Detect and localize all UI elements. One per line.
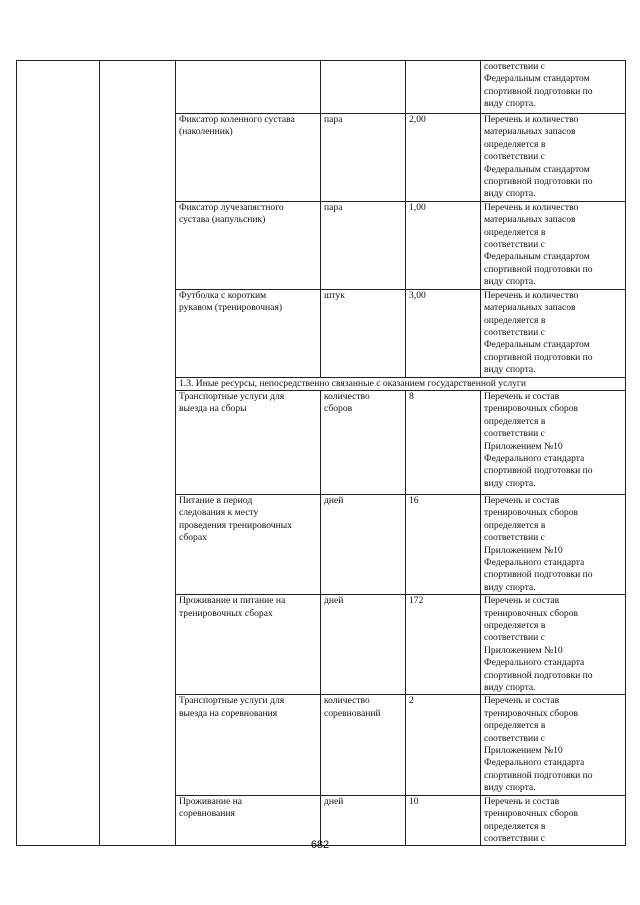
name-cell xyxy=(176,494,321,594)
note-line: спортивной подготовки по xyxy=(484,669,593,681)
note-line: материальных запасов xyxy=(484,214,576,226)
unit-line: штук xyxy=(324,289,345,301)
note-line: Перечень и состав xyxy=(484,795,560,807)
name-line: выезда на соревнования xyxy=(179,707,278,719)
second-blank-column xyxy=(100,61,176,846)
note-line: виду спорта. xyxy=(484,364,536,376)
name-line: тренировочных сборах xyxy=(179,607,273,619)
note-line: виду спорта. xyxy=(484,188,536,200)
note-cell xyxy=(481,595,626,695)
note-line: тренировочных сборов xyxy=(484,707,579,719)
note-line: Федерального стандарта xyxy=(484,556,585,568)
name-line: Фиксатор лучезапястного xyxy=(179,201,284,213)
name-line: Транспортные услуги для xyxy=(179,695,285,707)
note-line: соответствии с xyxy=(484,151,545,163)
note-line: Перечень и количество xyxy=(484,289,579,301)
name-line: соревнования xyxy=(179,808,235,820)
unit-line: дней xyxy=(324,795,344,807)
unit-cell xyxy=(321,61,406,114)
note-cell xyxy=(481,390,626,494)
unit-line: количество xyxy=(324,695,370,707)
note-line: тренировочных сборов xyxy=(484,808,579,820)
name-line: Футболка с коротким xyxy=(179,289,267,301)
quantity-cell: 10 xyxy=(406,795,481,846)
unit-line: пара xyxy=(324,201,343,213)
unit-line: дней xyxy=(324,494,344,506)
quantity-cell xyxy=(406,61,481,114)
note-cell xyxy=(481,289,626,377)
note-line: спортивной подготовки по xyxy=(484,465,593,477)
quantity-cell: 2,00 xyxy=(406,114,481,202)
name-cell xyxy=(176,61,321,114)
name-line: выезда на сборы xyxy=(179,403,247,415)
note-line: Перечень и количество xyxy=(484,201,579,213)
note-line: соответствии с xyxy=(484,428,545,440)
unit-cell xyxy=(321,695,406,795)
note-line: Федерального стандарта xyxy=(484,452,585,464)
note-line: тренировочных сборов xyxy=(484,607,579,619)
note-line: тренировочных сборов xyxy=(484,507,579,519)
note-cell xyxy=(481,695,626,795)
name-line: рукавом (тренировочная) xyxy=(179,302,283,314)
note-line: материальных запасов xyxy=(484,126,576,138)
name-line: Транспортные услуги для xyxy=(179,390,285,402)
note-line: Перечень и состав xyxy=(484,390,560,402)
note-line: виду спорта. xyxy=(484,782,536,794)
note-line: материальных запасов xyxy=(484,302,576,314)
name-cell xyxy=(176,289,321,377)
unit-cell xyxy=(321,114,406,202)
note-line: Федерального стандарта xyxy=(484,657,585,669)
note-line: Федеральным стандартом xyxy=(484,163,590,175)
note-cell xyxy=(481,114,626,202)
quantity-cell: 2 xyxy=(406,695,481,795)
note-line: Перечень и состав xyxy=(484,494,560,506)
note-line: Перечень и состав xyxy=(484,695,560,707)
note-line: Приложением №10 xyxy=(484,745,563,757)
left-blank-column xyxy=(17,61,100,846)
quantity-cell: 1,00 xyxy=(406,201,481,289)
note-line: спортивной подготовки по xyxy=(484,85,593,97)
note-line: соответствии с xyxy=(484,632,545,644)
page-number: 682 xyxy=(310,839,330,851)
note-line: соответствии с xyxy=(484,832,545,844)
quantity-cell: 172 xyxy=(406,595,481,695)
note-line: Приложением №10 xyxy=(484,644,563,656)
note-line: соответствии с xyxy=(484,732,545,744)
name-line: (наколенник) xyxy=(179,126,233,138)
note-line: Федеральным стандартом xyxy=(484,73,590,85)
quantity-cell: 16 xyxy=(406,494,481,594)
note-line: тренировочных сборов xyxy=(484,403,579,415)
unit-cell xyxy=(321,595,406,695)
name-line: Фиксатор коленного сустава xyxy=(179,114,295,125)
name-cell xyxy=(176,390,321,494)
name-cell xyxy=(176,695,321,795)
quantity-cell: 3,00 xyxy=(406,289,481,377)
name-line: сборах xyxy=(179,532,207,544)
note-line: спортивной подготовки по xyxy=(484,569,593,581)
note-line: определяется в xyxy=(484,415,546,427)
note-line: соответствии с xyxy=(484,532,545,544)
note-line: виду спорта. xyxy=(484,477,536,489)
note-line: определяется в xyxy=(484,720,546,732)
unit-line: количество xyxy=(324,390,370,402)
name-cell xyxy=(176,114,321,202)
name-line: Проживание и питание на xyxy=(179,595,286,607)
table-row xyxy=(17,61,626,114)
note-line: Перечень и количество xyxy=(484,114,579,125)
unit-line: соревнований xyxy=(324,707,381,719)
note-line: соответствии с xyxy=(484,61,545,72)
name-line: сустава (напульсник) xyxy=(179,214,266,226)
section-heading: 1.3. Иные ресурсы, непосредственно связанные с оказанием государственной услуги xyxy=(176,377,626,390)
note-cell xyxy=(481,61,626,114)
name-line: проведения тренировочных xyxy=(179,519,292,531)
note-cell xyxy=(481,494,626,594)
unit-line: сборов xyxy=(324,403,353,415)
note-line: спортивной подготовки по xyxy=(484,176,593,188)
note-line: спортивной подготовки по xyxy=(484,263,593,275)
note-line: соответствии с xyxy=(484,239,545,251)
unit-cell xyxy=(321,494,406,594)
note-line: спортивной подготовки по xyxy=(484,769,593,781)
note-line: соответствии с xyxy=(484,326,545,338)
name-line: следования к месту xyxy=(179,507,259,519)
name-cell xyxy=(176,595,321,695)
note-line: Приложением №10 xyxy=(484,544,563,556)
note-line: определяется в xyxy=(484,226,546,238)
note-line: определяется в xyxy=(484,314,546,326)
note-line: Перечень и состав xyxy=(484,595,560,607)
unit-cell xyxy=(321,390,406,494)
note-line: виду спорта. xyxy=(484,581,536,593)
name-line: Проживание на xyxy=(179,795,243,807)
note-line: виду спорта. xyxy=(484,682,536,694)
name-cell xyxy=(176,201,321,289)
name-line: Питание в период xyxy=(179,494,253,506)
note-line: Федеральным стандартом xyxy=(484,339,590,351)
note-line: спортивной подготовки по xyxy=(484,351,593,363)
note-line: определяется в xyxy=(484,620,546,631)
unit-cell xyxy=(321,201,406,289)
unit-line: пара xyxy=(324,114,343,125)
note-line: Приложением №10 xyxy=(484,440,563,452)
note-line: определяется в xyxy=(484,138,546,150)
unit-line: дней xyxy=(324,595,344,607)
note-line: определяется в xyxy=(484,820,546,832)
note-line: определяется в xyxy=(484,519,546,531)
quantity-cell: 8 xyxy=(406,390,481,494)
note-line: виду спорта. xyxy=(484,276,536,288)
unit-cell xyxy=(321,289,406,377)
note-cell xyxy=(481,201,626,289)
resources-table xyxy=(16,60,626,846)
note-line: Федеральным стандартом xyxy=(484,251,590,263)
note-line: Федерального стандарта xyxy=(484,757,585,769)
note-line: виду спорта. xyxy=(484,98,536,110)
